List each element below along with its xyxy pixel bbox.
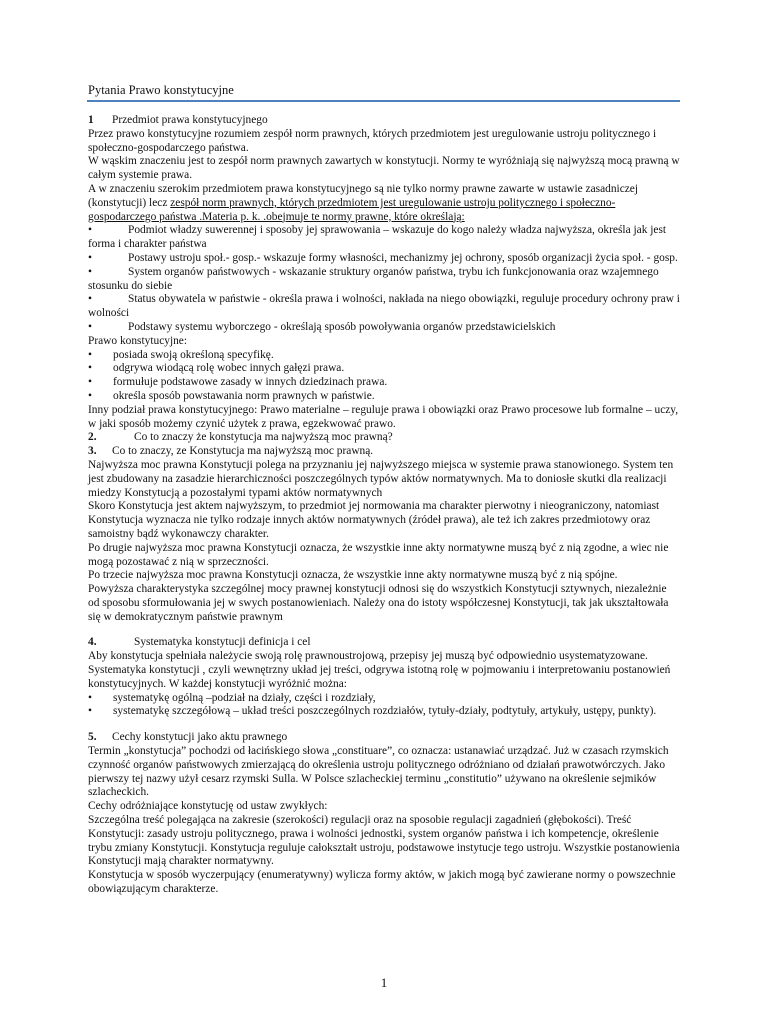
section-1-pk-label: Prawo konstytucyjne: [88, 334, 188, 347]
list-item: • systematykę ogólną –podział na działy, części i rozdziały, [88, 692, 680, 706]
section-1-title: Przedmiot prawa konstytucyjnego [112, 114, 268, 126]
section-1-paragraph-4: Inny podział prawa konstytucyjnego: Prawo materialne – reguluje prawa i obowiązki oraz Prawo procesowe lub formalne – uczy, w jaki sposób możemy czynić użytek z prawa, egzekwować prawo. [88, 403, 679, 430]
section-3-paragraph-3: Po drugie najwyższa moc prawna Konstytucji oznacza, że wszystkie inne akty normatywne muszą być z nią zgodne, a wiec nie mogą pozostawać z nią w sprzeczności. [88, 541, 669, 568]
list-item: • formułuje podstawowe zasady w innych dziedzinach prawa. [88, 376, 680, 390]
list-item: • Podstawy systemu wyborczego - określają sposób powoływania organów przedstawicielskich [88, 321, 680, 335]
section-4-paragraph-2: Systematyka konstytucji , czyli wewnętrzny układ jej treści, odgrywa istotną rolę w pojmowaniu i interpretowaniu postanowień konstytucyjnych. W każdej konstytucji wyróżnić można: [88, 664, 671, 690]
section-3-paragraph-2: Skoro Konstytucja jest aktem najwyższym, to przedmiot jej normowania ma charakter pierwotny i nieograniczony, natomiast Konstytucja wyznacza nie tylko rodzaje innych aktów normatywnych (źródeł prawa), ale też ich zakres przedmiotowy oraz samoistny bądź wykonawczy charakter. [88, 500, 660, 540]
section-3-paragraph-4: Po trzecie najwyższa moc prawna Konstytucji oznacza, że wszystkie inne akty normatywne muszą być z nią spójne. [88, 569, 618, 582]
list-item: • określa sposób powstawania norm prawnych w państwie. [88, 390, 680, 404]
list-item: • Podmiot władzy suwerennej i sposoby jej sprawowania – wskazuje do kogo należy władza najwyższa, określa jak jest forma i charakter państwa [88, 224, 680, 252]
section-2-heading [88, 431, 680, 445]
section-2-number: 2. [88, 431, 97, 444]
page-number: 1 [380, 975, 388, 990]
list-item: • posiada swoją określoną specyfikę. [88, 349, 680, 363]
section-5-paragraph-4: Konstytucja w sposób wyczerpujący (enumeratywny) wylicza formy aktów, w jakich mogą być zawierane normy o powszechnie obowiązującym charakterze. [88, 869, 676, 896]
section-4-number: 4. [88, 636, 97, 649]
section-1-paragraph-1: Przez prawo konstytucyjne rozumiem zespół norm prawnych, których przedmiotem jest uregulowanie ustroju politycznego i społeczno-gospodarczego państwa. [88, 127, 657, 154]
section-5-paragraph-2: Cechy odróżniające konstytucję od ustaw zwykłych: [88, 800, 328, 813]
list-item: • systematykę szczegółową – układ treści poszczególnych rozdziałów, tytuły-działy, podtytuły, artykuły, ustępy, punkty). [88, 705, 680, 719]
document-body [88, 114, 680, 897]
section-5-title: Cechy konstytucji jako aktu prawnego [112, 731, 288, 744]
section-3-title: Co to znaczy, ze Konstytucja ma najwyższą moc prawną. [112, 445, 374, 458]
section-5-paragraph-1: Termin „konstytucja” pochodzi od łacińskiego słowa „constituare”, co oznacza: ustanawiać urządzać. Już w czasach rzymskich czynność organów państwowych zmierzającą do określenia ustroju politycznego odróżniano od działań prawotwórczych. Jako pierwszy tej nazwy użył cesarz rzymski Sulla. W Polsce szlacheckiej terminu „constitutio” używano na określenie sejmików szlacheckich. [88, 745, 669, 799]
section-spacer [88, 624, 680, 636]
section-1-paragraph-3-underlined: zespół norm prawnych, których przedmiotem jest uregulowanie ustroju politycznego i społeczno-gospodarczego państwa .Materia p. k. .obejmuje te normy prawne, które określają: [88, 196, 616, 223]
section-4-paragraph-1: Aby konstytucja spełniała należycie swoją rolę prawnoustrojową, przepisy jej muszą być odpowiednio usystematyzowane. [88, 650, 648, 663]
section-4-heading [88, 636, 680, 650]
section-3-paragraph-5: Powyższa charakterystyka szczególnej mocy prawnej konstytucji odnosi się do wszystkich Konstytucji sztywnych, niezależnie od sposobu sformułowania jej w swych postanowieniach. Należy ona do istoty współczesnej Konstytucji, tak jak ukształtowała się w demokratycznym państwie prawnym [88, 583, 669, 623]
list-item: • Postawy ustroju społ.- gosp.- wskazuje formy własności, mechanizmy jej ochrony, sposób organizacji życia społ. - gosp. [88, 252, 680, 266]
document-title: Pytania Prawo konstytucyjne [88, 83, 234, 97]
list-item: • odgrywa wiodącą rolę wobec innych gałęzi prawa. [88, 362, 680, 376]
section-2-title: Co to znaczy że konstytucja ma najwyższą moc prawną? [134, 431, 393, 444]
section-5-heading [88, 731, 680, 745]
section-4-title: Systematyka konstytucji definicja i cel [134, 636, 311, 649]
section-3-heading [88, 445, 680, 459]
section-3-paragraph-1: Najwyższa moc prawna Konstytucji polega na przyznaniu jej najwyższego miejsca w systemie prawa stanowionego. System ten jest zbudowany na zasadzie hierarchiczności poszczególnych typów aktów normatywnych. Ma to doniosłe skutki dla realizacji miedzy Konstytucją a pozostałymi typami aktów normatywnych [88, 458, 674, 499]
section-5-number: 5. [88, 731, 97, 744]
section-spacer [88, 719, 680, 731]
list-item: • System organów państwowych - wskazanie struktury organów państwa, trybu ich funkcjonowania oraz wzajemnego stosunku do siebie [88, 266, 680, 294]
section-1-paragraph-2: W wąskim znaczeniu jest to zespół norm prawnych zawartych w konstytucji. Normy te wyróżniają się najwyższą mocą prawną w całym systemie prawa. [88, 155, 680, 182]
section-5-paragraph-3: Szczególna treść polegająca na zakresie (szerokości) regulacji oraz na sposobie regulacji zagadnień (głębokości). Treść Konstytucji: zasady ustroju politycznego, prawa i wolności jednostki, system organów państwa i ich kompetencje, określenie trybu zmiany Konstytucji. Konstytucja reguluje całokształt ustroju, podstawowe instytucje tego ustroju. Wszystkie postanowienia Konstytucji mają charakter normatywny. [88, 814, 680, 868]
title-underline-rule [87, 100, 680, 102]
section-1-heading [88, 114, 680, 128]
list-item: • Status obywatela w państwie - określa prawa i wolności, nakłada na niego obowiązki, reguluje procedury ochrony praw i wolności [88, 293, 680, 321]
section-1-paragraph-3-text: A w znaczeniu szerokim przedmiotem prawa konstytucyjnego są nie tylko normy prawne zawarte w ustawie zasadniczej (konstytucji) lecz [88, 182, 639, 209]
section-3-number: 3. [88, 445, 97, 458]
section-1-paragraph-3 [88, 183, 680, 224]
section-1-number: 1 [88, 114, 94, 126]
